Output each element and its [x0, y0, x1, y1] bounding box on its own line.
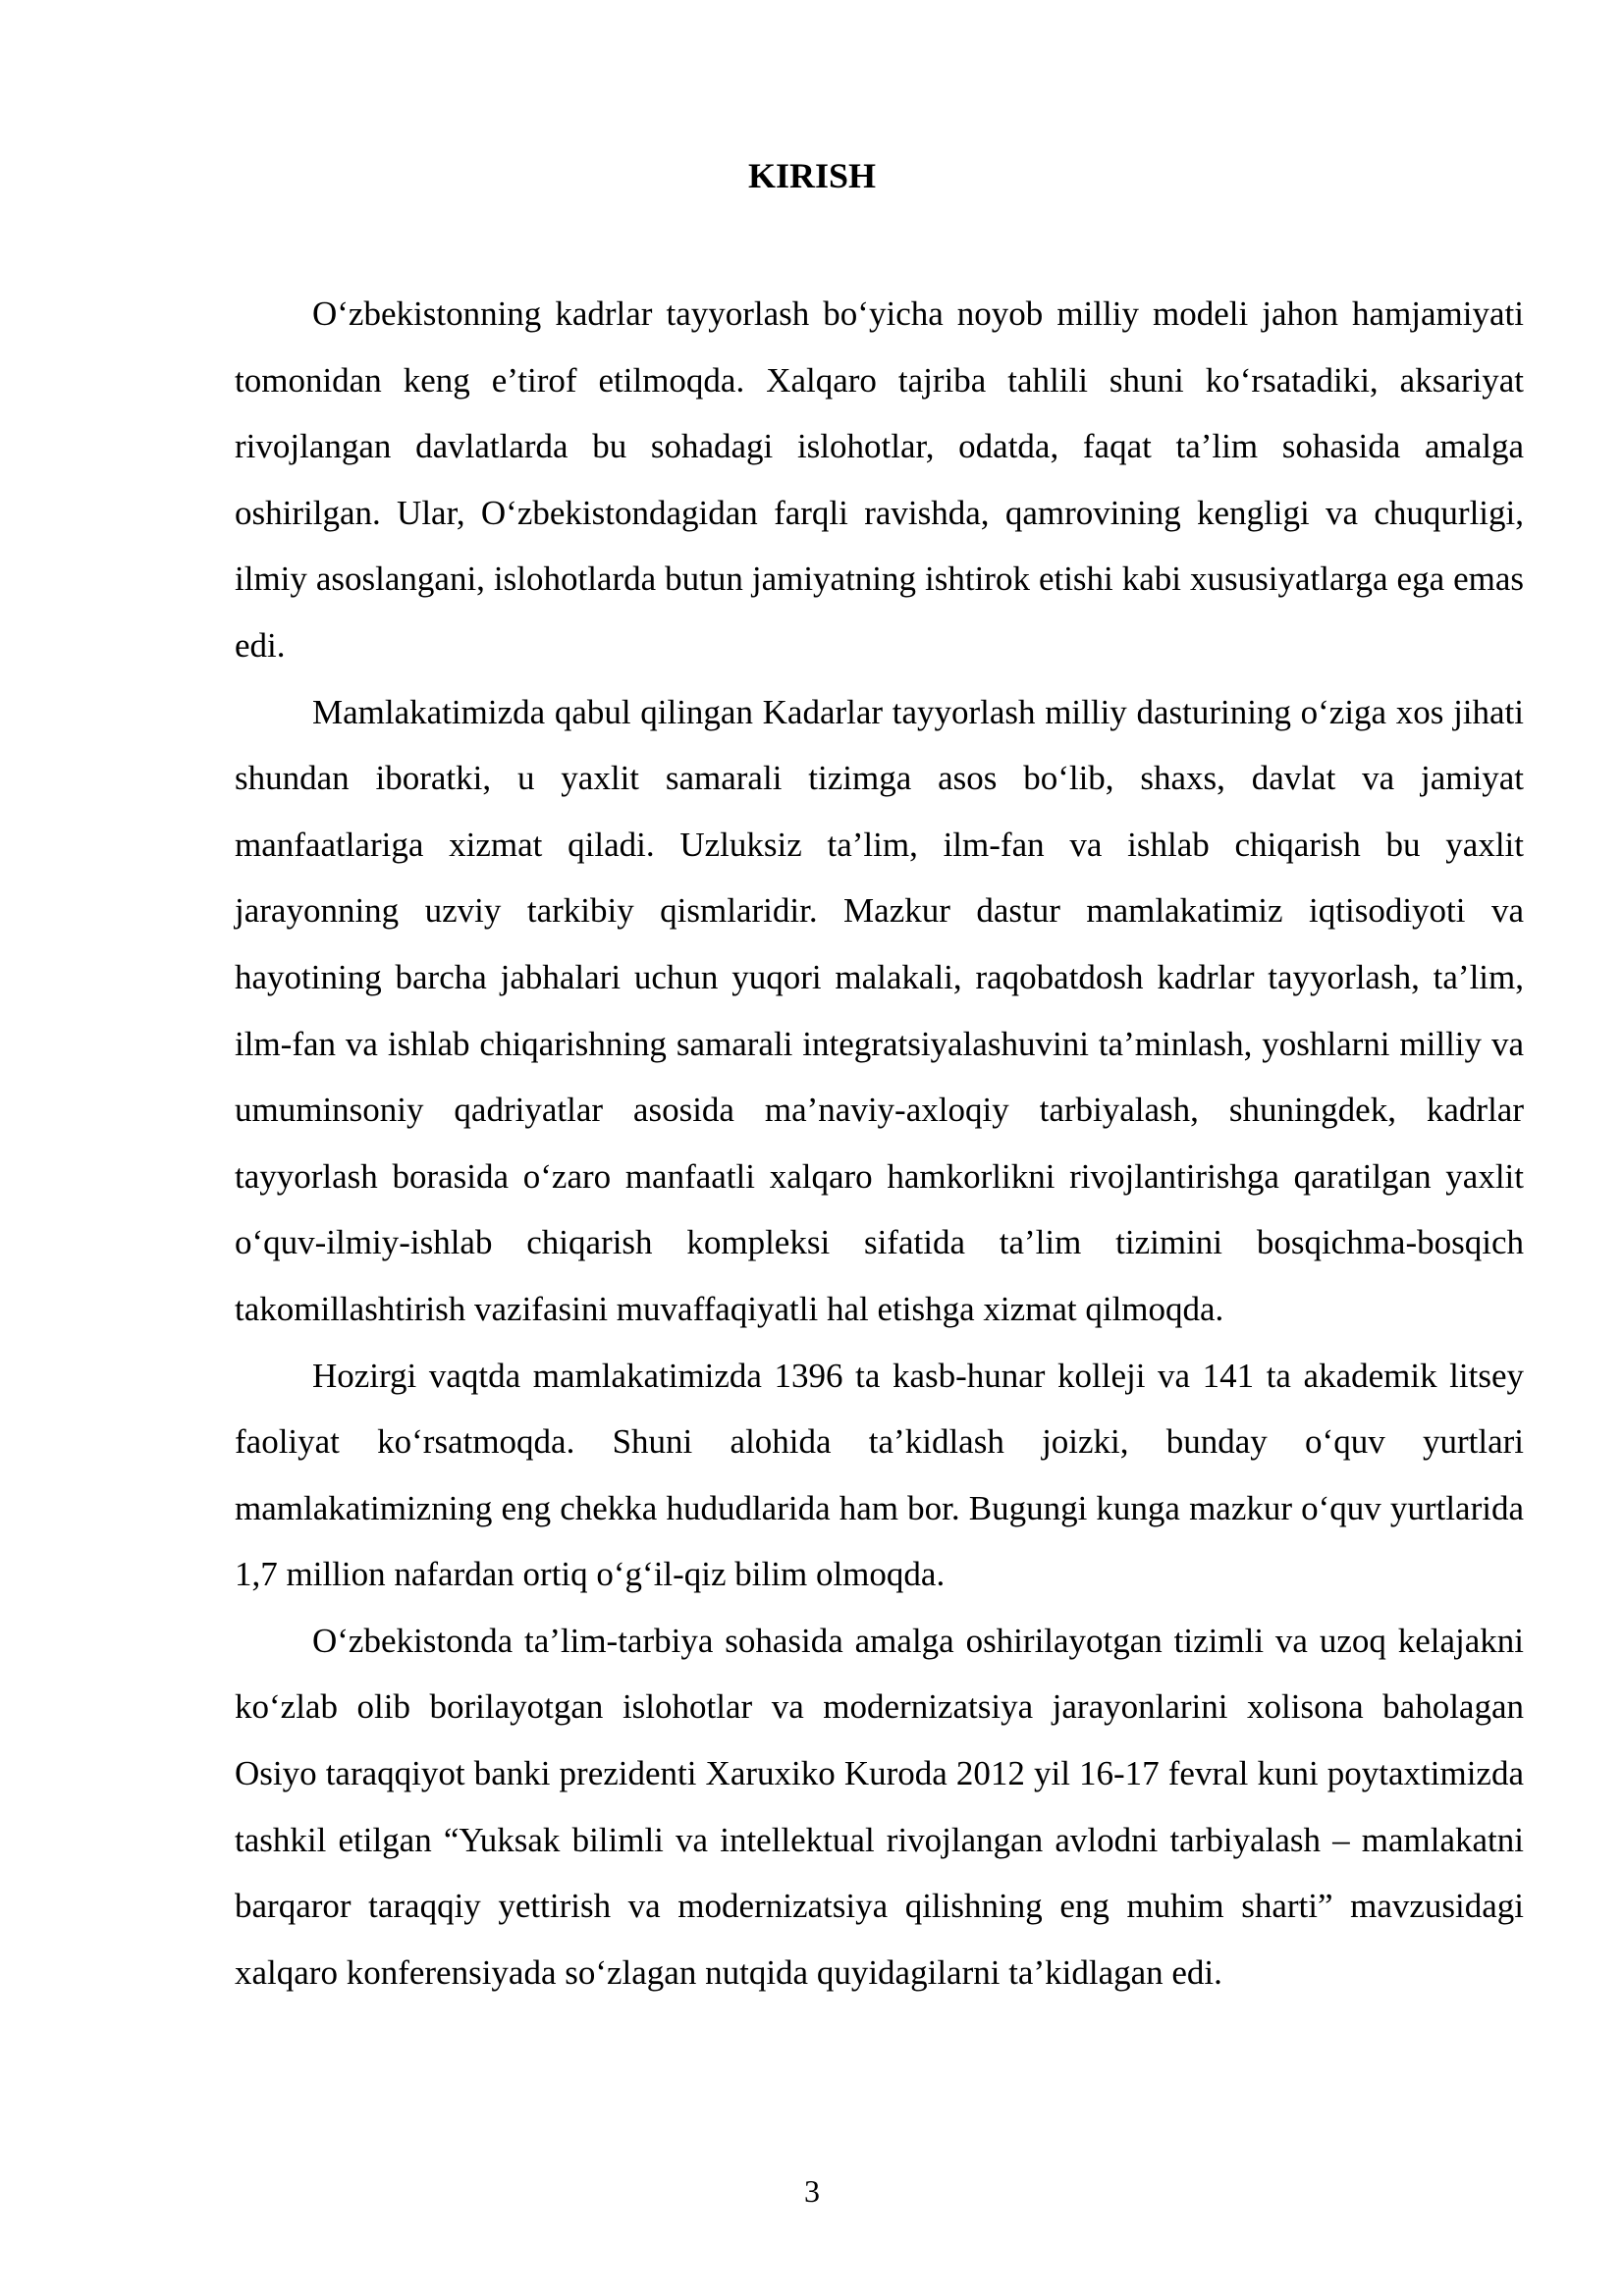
paragraph-3: Hozirgi vaqtda mamlakatimizda 1396 ta kasb-hunar kolleji va 141 ta akademik litsey faoliyat ko‘rsatmoqda. Shuni alohida ta’kidlash joizki, bunday o‘quv yurtlari mamlakatimizning eng chekka hududlarida ham bor. Bugungi kunga mazkur o‘quv yurtlarida 1,7 million nafardan ortiq o‘g‘il-qiz bilim olmoqda.	[235, 1356, 1524, 1594]
page-number: 3	[804, 2173, 820, 2209]
paragraph-4: O‘zbekistonda ta’lim-tarbiya sohasida amalga oshirilayotgan tizimli va uzoq kelajakni ko‘zlab olib borilayotgan islohotlar va modernizatsiya jarayonlarini xolisona baholagan Osiyo taraqqiyot banki prezidenti Xaruxiko Kuroda 2012 yil 16-17 fevral kuni poytaxtimizda tashkil etilgan “Yuksak bilimli va intellektual rivojlangan avlodni tarbiyalash – mamlakatni barqaror taraqqiy yettirish va modernizatsiya qilishning eng muhim sharti” mavzusidagi xalqaro konferensiyada so‘zlagan nutqida quyidagilarni ta’kidlagan edi.	[235, 1621, 1524, 1992]
paragraph-1: O‘zbekistonning kadrlar tayyorlash bo‘yicha noyob milliy modeli jahon hamjamiyati tomonidan keng e’tirof etilmoqda. Xalqaro tajriba tahlili shuni ko‘rsatadiki, aksariyat rivojlangan davlatlarda bu sohadagi islohotlar, odatda, faqat ta’lim sohasida amalga oshirilgan. Ular, O‘zbekistondagidan farqli ravishda, qamrovining kengligi va chuqurligi, ilmiy asoslangani, islohotlarda butun jamiyatning ishtirok etishi kabi xususiyatlarga ega emas edi.	[235, 294, 1524, 665]
body-text	[235, 281, 1524, 2005]
paragraph-2: Mamlakatimizda qabul qilingan Kadarlar tayyorlash milliy dasturining o‘ziga xos jihati shundan iboratki, u yaxlit samarali tizimga asos bo‘lib, shaxs, davlat va jamiyat manfaatlariga xizmat qiladi. Uzluksiz ta’lim, ilm-fan va ishlab chiqarish bu yaxlit jarayonning uzviy tarkibiy qismlaridir. Mazkur dastur mamlakatimiz iqtisodiyoti va hayotining barcha jabhalari uchun yuqori malakali, raqobatdosh kadrlar tayyorlash, ta’lim, ilm-fan va ishlab chiqarishning samarali integratsiyalashuvini ta’minlash, yoshlarni milliy va umuminsoniy qadriyatlar asosida ma’naviy-axloqiy tarbiyalash, shuningdek, kadrlar tayyorlash borasida o‘zaro manfaatli xalqaro hamkorlikni rivojlantirishga qaratilgan yaxlit o‘quv-ilmiy-ishlab chiqarish kompleksi sifatida ta’lim tizimini bosqichma-bosqich takomillashtirish vazifasini muvaffaqiyatli hal etishga xizmat qilmoqda.	[235, 692, 1524, 1328]
page-title: KIRISH	[747, 156, 877, 195]
